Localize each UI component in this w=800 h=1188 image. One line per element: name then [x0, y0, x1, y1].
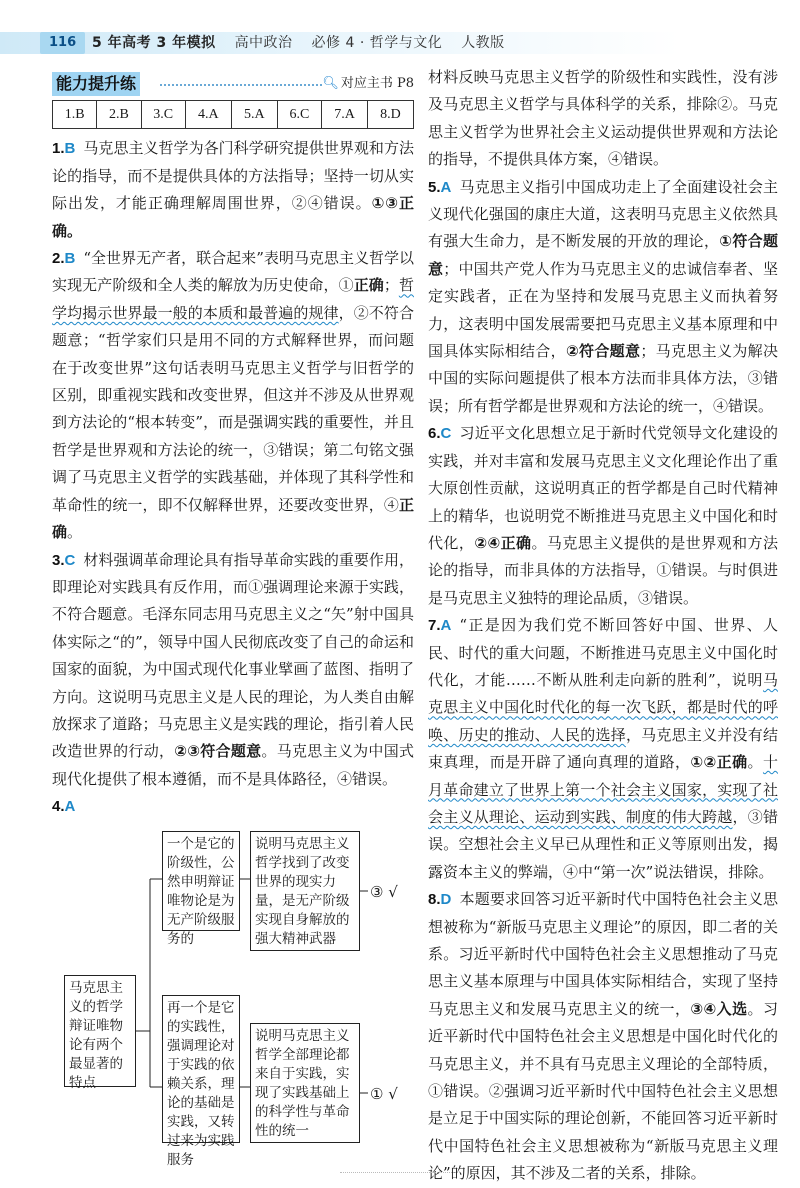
concept-diagram — [52, 827, 414, 1168]
wavy-underlined-text: 哲学均揭示世界最一般的本质和最普遍的规律 — [52, 276, 414, 322]
question-number: 8. — [428, 891, 441, 909]
highlight: 正确 — [353, 276, 384, 295]
highlight: ②符合题意 — [565, 342, 641, 361]
highlight: ②③符合题意 — [174, 742, 262, 761]
explanation-text: 。习近平新时代中国特色社会主义思想是中国化时代化的马克思主义，并不具有马克思主义理论的全部特质，①错误。②强调习近平新时代中国特色社会主义思想是立足于中国实际的理论创新，不能回答习近平新时代中国特色社会主义思想被称为“新版马克思主义理论”的原因，其不涉及二者的关系，排除。 — [428, 999, 778, 1183]
explanation-text: “正是因为我们党不断回答好中国、世界、人民、时代的重大问题，不断推进马克思主义中国化时代化，才能……不断从胜利走向新的胜利”，说明 — [428, 616, 778, 689]
wavy-underlined-text: 十月革命建立了世界上第一个社会主义国家，实现了社会主义从理论、运动到实践、制度的伟大跨越 — [428, 753, 778, 826]
explanation-text: 。 — [747, 753, 763, 772]
explanation-q6 — [428, 420, 778, 612]
volume: 必修 4 · 哲学与文化 — [311, 35, 443, 51]
answer-key: D — [440, 891, 452, 909]
edition: 人教版 — [461, 35, 505, 51]
page-number: 116 — [40, 32, 85, 54]
answer-cell: 5.A — [231, 101, 277, 129]
question-number: 6. — [428, 425, 441, 443]
explanation-q7 — [428, 612, 778, 886]
explanation-text: ；中国共产党人作为马克思主义的忠诚信奉者、坚定实践者，正在为坚持和发展马克思主义而执着努力，这表明中国发展需要把马克思主义基本原理和中国具体实际相结合， — [428, 259, 778, 361]
subject: 高中政治 — [234, 35, 293, 51]
answer-cell: 2.B — [97, 101, 141, 129]
diagram-feature-box-1: 一个是它的阶级性，公然申明辩证唯物论是为无产阶级服务的 — [162, 831, 240, 931]
question-number: 3. — [52, 551, 65, 569]
explanation-text: 马克思主义哲学为各门科学研究提供世界观和方法论的指导，而不是提供具体的方法指导；坚持一切从实际出发，才能正确理解周围世界，②④错误。 — [52, 139, 414, 213]
reference-text: 对应主书 P8 — [340, 76, 414, 91]
highlight: 正确 — [52, 495, 414, 542]
dotted-leader — [160, 84, 322, 86]
diagram-meaning-box-1: 说明马克思主义哲学找到了改变世界的现实力量，是无产阶级实现自身解放的强大精神武器 — [250, 831, 360, 951]
explanation-text: 材料强调革命理论具有指导革命实践的重要作用，即理论对实践具有反作用，而①强调理论来源于实践，不符合题意。毛泽东同志用马克思主义之“矢”射中国具体实际之“的”，领导中国人民彻底改变了自己的命运和国家的面貌，为中国式现代化事业擘画了蓝图、指明了方向。这说明马克思主义是人民的理论，为人类自由解放探求了道路；马克思主义是实践的理论，指引着人民改造世界的行动， — [52, 550, 414, 761]
diagram-root-box: 马克思主义的哲学辩证唯物论有两个最显著的特点 — [64, 975, 136, 1087]
diagram-mark-2: ① √ — [370, 1084, 398, 1103]
book-series — [92, 32, 505, 54]
answer-cell: 3.C — [141, 101, 185, 129]
answer-key: A — [64, 798, 76, 816]
explanation-text: 习近平文化思想立足于新时代党领导文化建设的实践，并对丰富和发展马克思主义文化理论作出了重大原创性贡献，这说明真正的哲学都是自己时代精神上的精华，也说明党不断推进马克思主义中国化和时代化， — [428, 424, 778, 552]
reference-link[interactable] — [322, 72, 414, 96]
question-number: 1. — [52, 140, 65, 158]
explanation-text: ，②不符合题意；“哲学家们只是用不同的方式解释世界，而问题在于改变世界”这句话表明马克思主义哲学与旧哲学的区别，即重视实践和改变世界，但这并不涉及从世界观到方法论的“根本转变”，而是强调实践的重要性，并且哲学是世界观和方法论的统一，③错误；第二句铭文强调了马克思主义哲学的实践基础，并体现了其科学性和革命性的统一，即不仅解释世界，还要改变世界，④ — [52, 303, 414, 514]
explanation-q4 — [52, 793, 414, 1168]
page-header — [0, 28, 800, 60]
left-column — [52, 72, 414, 1168]
diagram-feature-box-2: 再一个是它的实践性，强调理论对于实践的依赖关系，理论的基础是实践，又转过来为实践服务 — [162, 995, 240, 1143]
search-icon: 🔍︎ — [322, 76, 339, 91]
question-number: 7. — [428, 617, 441, 635]
explanation-q8 — [428, 886, 778, 1187]
answer-key: B — [64, 140, 76, 158]
conclusion: ①③正确。 — [52, 194, 414, 240]
answer-cell: 8.D — [367, 101, 413, 129]
wavy-underlined-text: 马克思主义中国化时代化的每一次飞跃，都是时代的呼唤、历史的推动、人民的选择 — [428, 670, 778, 744]
explanation-q1 — [52, 135, 414, 245]
answer-cell: 6.C — [277, 101, 321, 129]
answer-key: C — [440, 425, 452, 443]
explanation-text: ，马克思主义并没有结束真理，而是开辟了通向真理的道路， — [428, 725, 778, 772]
explanation-text: 。马克思主义为中国式现代化提供了根本遵循，而不是具体路径，④错误。 — [52, 742, 414, 788]
explanation-q5 — [428, 174, 778, 421]
highlight: ③④入选 — [690, 999, 748, 1018]
explanation-text: 。 — [67, 523, 83, 542]
explanation-text: 本题要求回答习近平新时代中国特色社会主义思想被称为“新版马克思主义理论”的原因，即二者的关系。习近平新时代中国特色社会主义思想推动了马克思主义基本原理与中国具体实际相结合，实现了坚持马克思主义和发展马克思主义的统一， — [428, 890, 778, 1018]
answer-table — [52, 100, 414, 129]
question-number: 5. — [428, 178, 441, 196]
answer-key: A — [440, 178, 452, 196]
answer-cell: 4.A — [185, 101, 231, 129]
explanation-q4-continued — [428, 64, 778, 174]
explanation-text: ；马克思主义为解决中国的实际问题提供了根本方法而非具体方法，③错误；所有哲学都是世界观和方法论的统一，④错误。 — [428, 342, 778, 415]
question-number: 4. — [52, 798, 65, 816]
explanation-text: ； — [383, 276, 399, 295]
answer-key: A — [440, 617, 452, 635]
section-title: 能力提升练 — [52, 72, 140, 96]
highlight: ①符合题意 — [428, 232, 778, 278]
answer-cell: 1.B — [53, 101, 97, 129]
section-heading — [52, 72, 414, 96]
answer-key: B — [64, 250, 76, 268]
explanation-q2 — [52, 245, 414, 546]
answer-key: C — [64, 551, 76, 569]
explanation-text: 材料反映马克思主义哲学的阶级性和实践性，没有涉及马克思主义哲学与具体科学的关系，排除②。马克思主义哲学为世界社会主义运动提供世界观和方法论的指导，不提供具体方案，④错误。 — [428, 68, 778, 169]
series-title: 5 年高考 3 年模拟 — [92, 35, 216, 51]
explanation-text: 马克思主义指引中国成功走上了全面建设社会主义现代化强国的康庄大道，这表明马克思主义依然具有强大生命力，是不断发展的开放的理论， — [428, 177, 778, 251]
highlight: ①②正确 — [690, 753, 748, 772]
explanation-q3 — [52, 547, 414, 794]
diagram-meaning-box-2: 说明马克思主义哲学全部理论都来自于实践，实现了实践基础上的科学性与革命性的统一 — [250, 1023, 360, 1143]
highlight: ②④正确 — [474, 533, 532, 552]
diagram-mark-1: ③ √ — [370, 882, 398, 901]
answer-row — [53, 101, 414, 129]
explanation-text: “全世界无产者，联合起来”表明马克思主义哲学以实现无产阶级和全人类的解放为历史使命，① — [52, 249, 414, 295]
explanation-text: ，③错误。空想社会主义早已从理性和正义等原则出发，揭露资本主义的弊端，④中“第一次”说法错误，排除。 — [428, 807, 778, 881]
footer-divider — [340, 1172, 460, 1176]
answer-cell: 7.A — [322, 101, 368, 129]
right-column — [428, 64, 778, 1188]
question-number: 2. — [52, 250, 65, 268]
explanation-text: 。马克思主义提供的是世界观和方法论的指导，而非具体的方法指导，①错误。与时俱进是马克思主义独特的理论品质，③错误。 — [428, 533, 778, 607]
